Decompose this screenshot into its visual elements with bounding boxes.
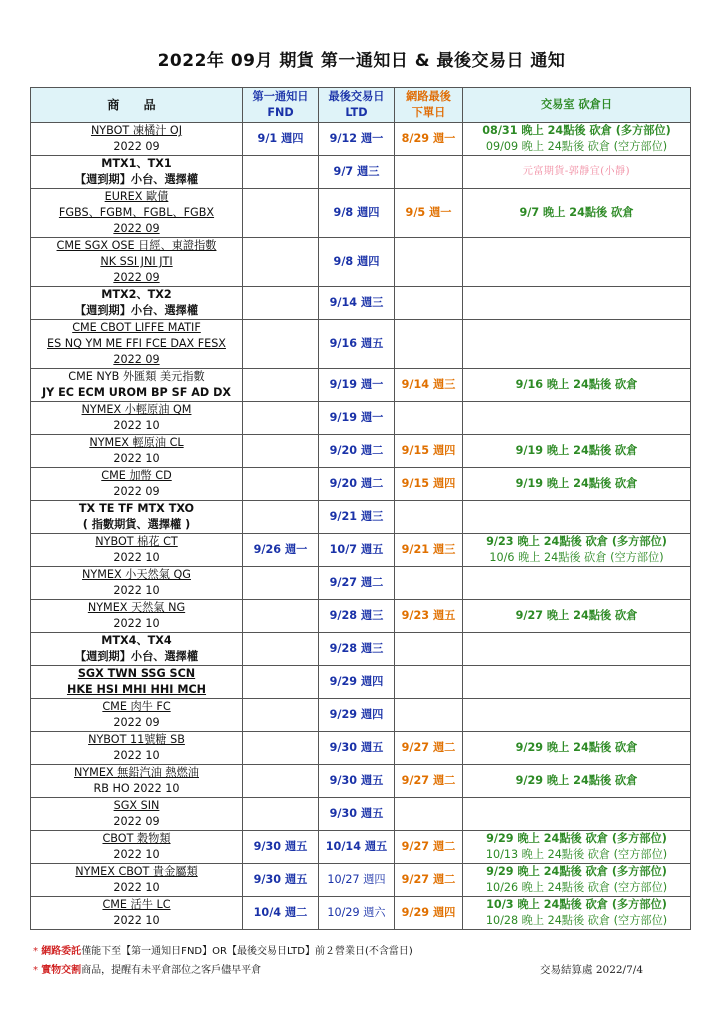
- product-line: 2022 09: [113, 815, 160, 828]
- fnd-cell: 9/1 週四: [243, 123, 319, 156]
- header-net-line1: 網路最後: [406, 90, 451, 103]
- net-order-cell: 9/15 週四: [395, 468, 463, 501]
- table-row: [31, 732, 691, 765]
- product-line: 2022 10: [113, 617, 160, 630]
- liquidation-cell: [463, 666, 691, 699]
- product-line: 2022 10: [113, 452, 160, 465]
- product-line: RB HO 2022 10: [93, 782, 180, 795]
- product-line: EUREX 歐債: [104, 190, 169, 203]
- product-line: 【週到期】小台、選擇權: [74, 173, 199, 186]
- net-order-cell: [395, 699, 463, 732]
- ltd-cell: 9/19 週一: [319, 369, 395, 402]
- table-row: [31, 864, 691, 897]
- fnd-cell: 9/30 週五: [243, 831, 319, 864]
- ltd-cell: 9/29 週四: [319, 699, 395, 732]
- liquidation-cell: [463, 534, 691, 567]
- liquidation-line: 9/23 晚上 24點後 砍倉 (多方部位): [486, 535, 667, 548]
- footer-note2-text: 商品，提醒有未平倉部位之客戶儘早平倉: [81, 965, 262, 976]
- product-line: NK SSI JNI JTI: [100, 255, 173, 268]
- fnd-cell: [243, 699, 319, 732]
- net-order-cell: 9/14 週三: [395, 369, 463, 402]
- table-row: [31, 238, 691, 287]
- product-cell: [31, 633, 243, 666]
- net-order-cell: [395, 798, 463, 831]
- fnd-cell: [243, 287, 319, 320]
- ltd-cell: 10/7 週五: [319, 534, 395, 567]
- product-line: 2022 09: [113, 222, 160, 235]
- liquidation-cell: [463, 831, 691, 864]
- product-cell: [31, 765, 243, 798]
- product-line: JY EC ECM UROM BP SF AD DX: [42, 386, 231, 399]
- liquidation-line: 9/16 晚上 24點後 砍倉: [515, 378, 638, 391]
- product-line: CME NYB 外匯類 美元指數: [68, 370, 205, 383]
- net-order-cell: 9/21 週三: [395, 534, 463, 567]
- liquidation-line: 9/27 晚上 24點後 砍倉: [515, 609, 638, 622]
- product-line: MTX4、TX4: [101, 634, 172, 647]
- liquidation-cell: [463, 435, 691, 468]
- product-cell: [31, 732, 243, 765]
- header-net: [395, 88, 463, 123]
- ltd-cell: 9/20 週二: [319, 435, 395, 468]
- liquidation-cell: [463, 567, 691, 600]
- ltd-cell: 10/14 週五: [319, 831, 395, 864]
- footer-note-delivery: [33, 961, 261, 976]
- expiry-table: [30, 87, 691, 930]
- fnd-cell: [243, 567, 319, 600]
- product-cell: [31, 798, 243, 831]
- fnd-cell: 9/26 週一: [243, 534, 319, 567]
- product-line: 2022 09: [113, 716, 160, 729]
- product-cell: [31, 699, 243, 732]
- table-row: [31, 123, 691, 156]
- ltd-cell: 9/21 週三: [319, 501, 395, 534]
- product-line: CME 肉牛 FC: [102, 700, 171, 713]
- net-order-cell: [395, 501, 463, 534]
- fnd-cell: [243, 189, 319, 238]
- header-ltd-line2: LTD: [345, 106, 368, 119]
- net-order-cell: 9/29 週四: [395, 897, 463, 930]
- fnd-cell: [243, 156, 319, 189]
- product-cell: [31, 831, 243, 864]
- product-line: 2022 09: [113, 353, 160, 366]
- product-line: HKE HSI MHI HHI MCH: [66, 683, 207, 696]
- table-row: [31, 501, 691, 534]
- product-line: ES NQ YM ME FFI FCE DAX FESX: [47, 337, 226, 350]
- product-cell: [31, 238, 243, 287]
- product-line: NYBOT 11號糖 SB: [88, 733, 185, 746]
- footer-star: *: [33, 946, 38, 957]
- table-row: [31, 567, 691, 600]
- product-line: 2022 10: [113, 881, 160, 894]
- product-line: CME CBOT LIFFE MATIF: [72, 321, 201, 334]
- product-line: MTX2、TX2: [101, 288, 172, 301]
- product-line: 2022 10: [113, 551, 160, 564]
- header-cut: 交易室 砍倉日: [463, 88, 691, 123]
- ltd-cell: 9/20 週二: [319, 468, 395, 501]
- ltd-cell: 9/12 週一: [319, 123, 395, 156]
- header-net-line2: 下單日: [411, 106, 446, 119]
- net-order-cell: [395, 156, 463, 189]
- net-order-cell: 8/29 週一: [395, 123, 463, 156]
- product-line: 【週到期】小台、選擇權: [74, 304, 199, 317]
- product-cell: [31, 320, 243, 369]
- liquidation-cell: [463, 189, 691, 238]
- liquidation-cell: [463, 287, 691, 320]
- net-order-cell: [395, 320, 463, 369]
- ltd-cell: 9/30 週五: [319, 798, 395, 831]
- net-order-cell: 9/27 週二: [395, 765, 463, 798]
- product-line: NYBOT 凍橘汁 OJ: [90, 124, 183, 137]
- header-ltd: [319, 88, 395, 123]
- product-line: NYMEX 無鉛汽油 熱燃油: [73, 766, 199, 779]
- ltd-cell: 9/30 週五: [319, 732, 395, 765]
- product-line: NYMEX 天然氣 NG: [87, 601, 186, 614]
- liquidation-cell: [463, 501, 691, 534]
- fnd-cell: [243, 798, 319, 831]
- table-row: [31, 798, 691, 831]
- product-cell: [31, 600, 243, 633]
- product-cell: [31, 897, 243, 930]
- header-fnd-line1: 第一通知日: [252, 90, 309, 103]
- liquidation-line: 9/19 晚上 24點後 砍倉: [515, 477, 638, 490]
- header-product: 商 品: [31, 88, 243, 123]
- product-cell: [31, 189, 243, 238]
- ltd-cell: 9/27 週二: [319, 567, 395, 600]
- ltd-cell: 9/8 週四: [319, 238, 395, 287]
- fnd-cell: [243, 468, 319, 501]
- product-cell: [31, 864, 243, 897]
- product-cell: [31, 567, 243, 600]
- table-row: [31, 402, 691, 435]
- liquidation-cell: [463, 798, 691, 831]
- liquidation-line: 9/29 晚上 24點後 砍倉 (多方部位): [486, 832, 667, 845]
- product-line: NYMEX 輕原油 CL: [89, 436, 184, 449]
- liquidation-line: 10/28 晚上 24點後 砍倉 (空方部位): [485, 914, 668, 927]
- product-line: 2022 09: [113, 271, 160, 284]
- ltd-cell: 9/29 週四: [319, 666, 395, 699]
- product-line: 2022 10: [113, 848, 160, 861]
- product-line: FGBS、FGBM、FGBL、FGBX: [58, 206, 215, 219]
- table-row: [31, 666, 691, 699]
- fnd-cell: 9/30 週五: [243, 864, 319, 897]
- net-order-cell: [395, 238, 463, 287]
- table-row: [31, 435, 691, 468]
- footer-note2-label: 實物交割: [41, 965, 82, 976]
- signature-stamp: 元富期貨-郭靜宜(小靜): [522, 166, 631, 177]
- table-row: [31, 699, 691, 732]
- table-row: [31, 156, 691, 189]
- ltd-cell: 10/27 週四: [319, 864, 395, 897]
- net-order-cell: 9/27 週二: [395, 732, 463, 765]
- ltd-cell: 9/28 週三: [319, 600, 395, 633]
- liquidation-cell: [463, 156, 691, 189]
- header-ltd-line1: 最後交易日: [328, 90, 385, 103]
- product-line: NYMEX CBOT 貴金屬類: [75, 865, 198, 878]
- ltd-cell: 10/29 週六: [319, 897, 395, 930]
- product-line: SGX TWN SSG SCN: [77, 667, 196, 680]
- product-line: NYMEX 小天然氣 QG: [82, 568, 191, 581]
- product-line: TX TE TF MTX TXO: [78, 502, 195, 515]
- net-order-cell: [395, 287, 463, 320]
- liquidation-cell: [463, 633, 691, 666]
- table-row: [31, 831, 691, 864]
- product-line: NYBOT 棉花 CT: [95, 535, 178, 548]
- table-row: [31, 633, 691, 666]
- liquidation-line: 9/29 晚上 24點後 砍倉: [515, 774, 638, 787]
- table-row: [31, 600, 691, 633]
- product-cell: [31, 468, 243, 501]
- liquidation-cell: [463, 864, 691, 897]
- fnd-cell: [243, 402, 319, 435]
- product-line: CME 活牛 LC: [102, 898, 171, 911]
- ltd-cell: 9/7 週三: [319, 156, 395, 189]
- header-fnd-line2: FND: [267, 106, 294, 119]
- ltd-cell: 9/28 週三: [319, 633, 395, 666]
- liquidation-cell: [463, 369, 691, 402]
- ltd-cell: 9/30 週五: [319, 765, 395, 798]
- liquidation-line: 09/09 晚上 24點後 砍倉 (空方部位): [485, 140, 668, 153]
- product-cell: [31, 287, 243, 320]
- liquidation-cell: [463, 238, 691, 287]
- liquidation-cell: [463, 765, 691, 798]
- product-line: 2022 10: [113, 584, 160, 597]
- liquidation-cell: [463, 897, 691, 930]
- net-order-cell: [395, 666, 463, 699]
- net-order-cell: 9/27 週二: [395, 864, 463, 897]
- product-line: MTX1、TX1: [101, 157, 172, 170]
- product-line: 2022 09: [113, 140, 160, 153]
- footer-note1-label: 網路委託: [41, 946, 82, 957]
- fnd-cell: [243, 435, 319, 468]
- fnd-cell: 10/4 週二: [243, 897, 319, 930]
- table-row: [31, 287, 691, 320]
- net-order-cell: [395, 567, 463, 600]
- liquidation-line: 9/29 晚上 24點後 砍倉: [515, 741, 638, 754]
- liquidation-line: 10/6 晚上 24點後 砍倉 (空方部位): [489, 551, 664, 564]
- product-line: CME 加幣 CD: [101, 469, 172, 482]
- header-fnd: [243, 88, 319, 123]
- table-row: [31, 320, 691, 369]
- page-title: 2022年 09月 期貨 第一通知日 & 最後交易日 通知: [157, 51, 566, 71]
- product-line: NYMEX 小輕原油 QM: [81, 403, 192, 416]
- fnd-cell: [243, 732, 319, 765]
- fnd-cell: [243, 765, 319, 798]
- table-row: [31, 897, 691, 930]
- table-row: [31, 765, 691, 798]
- liquidation-line: 10/13 晚上 24點後 砍倉 (空方部位): [485, 848, 668, 861]
- net-order-cell: 9/5 週一: [395, 189, 463, 238]
- footer-star-2: *: [33, 965, 38, 976]
- footer-note1-text: 僅能下至【第一通知日FND】OR【最後交易日LTD】前２營業日(不含當日): [81, 946, 413, 957]
- table-row: [31, 534, 691, 567]
- fnd-cell: [243, 238, 319, 287]
- liquidation-line: 9/29 晚上 24點後 砍倉 (多方部位): [486, 865, 667, 878]
- product-line: 2022 10: [113, 749, 160, 762]
- product-line: 2022 10: [113, 914, 160, 927]
- product-line: 2022 09: [113, 485, 160, 498]
- product-cell: [31, 369, 243, 402]
- product-cell: [31, 501, 243, 534]
- liquidation-cell: [463, 320, 691, 369]
- net-order-cell: 9/27 週二: [395, 831, 463, 864]
- liquidation-line: 08/31 晚上 24點後 砍倉 (多方部位): [482, 124, 671, 137]
- liquidation-line: 9/19 晚上 24點後 砍倉: [515, 444, 638, 457]
- liquidation-cell: [463, 402, 691, 435]
- liquidation-cell: [463, 699, 691, 732]
- ltd-cell: 9/8 週四: [319, 189, 395, 238]
- product-line: 2022 10: [113, 419, 160, 432]
- ltd-cell: 9/16 週五: [319, 320, 395, 369]
- ltd-cell: 9/19 週一: [319, 402, 395, 435]
- net-order-cell: [395, 402, 463, 435]
- fnd-cell: [243, 633, 319, 666]
- header-row: [31, 88, 691, 123]
- product-line: SGX SIN: [113, 799, 160, 812]
- net-order-cell: 9/15 週四: [395, 435, 463, 468]
- product-cell: [31, 156, 243, 189]
- table-row: [31, 468, 691, 501]
- product-cell: [31, 534, 243, 567]
- product-line: CME SGX OSE 日經、東證指數: [56, 239, 217, 252]
- footer-note-online: [33, 942, 413, 957]
- liquidation-line: 10/3 晚上 24點後 砍倉 (多方部位): [486, 898, 667, 911]
- product-line: CBOT 穀物類: [102, 832, 171, 845]
- net-order-cell: [395, 633, 463, 666]
- table-row: [31, 369, 691, 402]
- fnd-cell: [243, 369, 319, 402]
- product-cell: [31, 123, 243, 156]
- liquidation-line: 10/26 晚上 24點後 砍倉 (空方部位): [485, 881, 668, 894]
- product-cell: [31, 402, 243, 435]
- net-order-cell: 9/23 週五: [395, 600, 463, 633]
- liquidation-cell: [463, 123, 691, 156]
- fnd-cell: [243, 501, 319, 534]
- product-cell: [31, 666, 243, 699]
- liquidation-line: 9/7 晚上 24點後 砍倉: [519, 206, 634, 219]
- liquidation-cell: [463, 732, 691, 765]
- liquidation-cell: [463, 600, 691, 633]
- liquidation-cell: [463, 468, 691, 501]
- product-cell: [31, 435, 243, 468]
- fnd-cell: [243, 666, 319, 699]
- table-row: [31, 189, 691, 238]
- product-line: 【週到期】小台、選擇權: [74, 650, 199, 663]
- fnd-cell: [243, 320, 319, 369]
- ltd-cell: 9/14 週三: [319, 287, 395, 320]
- fnd-cell: [243, 600, 319, 633]
- product-line: ( 指數期貨、選擇權 ): [82, 518, 191, 531]
- footer-department-date: 交易結算處 2022/7/4: [540, 964, 643, 976]
